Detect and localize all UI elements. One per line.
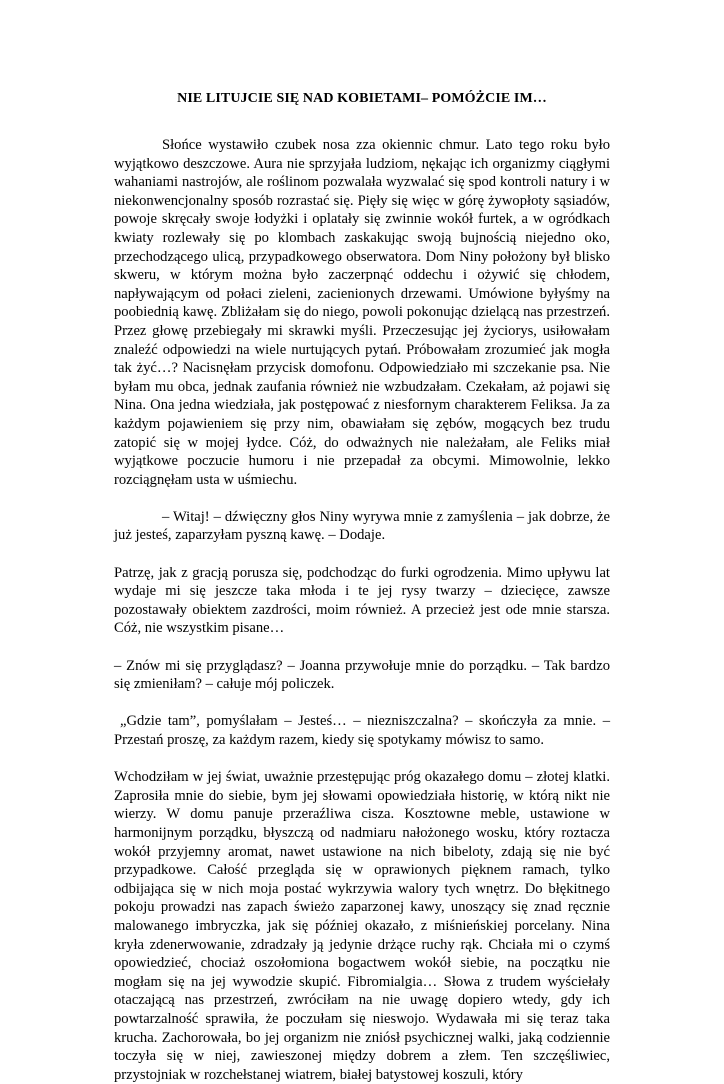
paragraph-gap (114, 694, 610, 713)
paragraph-2: – Witaj! – dźwięczny głos Niny wyrywa mnie z zamyślenia – jak dobrze, że już jesteś, zaparzyłam pyszną kawę. – Dodaje. (114, 508, 610, 544)
paragraph-gap (114, 638, 610, 657)
paragraph-5: „Gdzie tam”, pomyślałam – Jesteś… – niezniszczalna? – skończyła za mnie. – Przestań proszę, za każdym razem, kiedy się spotykamy mówisz to samo. (114, 713, 610, 748)
document-body (114, 136, 610, 1084)
paragraph-gap (114, 750, 610, 769)
paragraph-gap (114, 545, 610, 564)
paragraph-1: Słońce wystawiło czubek nosa zza okiennic chmur. Lato tego roku było wyjątkowo deszczowe. Aura nie sprzyjała ludziom, nękając ich organizmy ciągłymi wahaniami nastrojów, ale roślinom pozwalała wyzwalać się spod kontroli natury i w niekonwencjonalny sposób rozrastać się. Pięły się więc w górę żywopłoty sąsiadów, powoje skręcały swoje łodyżki i oplatały się zwinnie wokół furtek, a w ogródkach kwiaty rozlewały się po klombach zaskakując swoją bujnością niejedno oko, przechodzącego ulicą, przypadkowego obserwatora. Dom Niny położony był blisko skweru, w którym można było zaczerpnąć oddechu i ożywić się chłodem, napływającym od połaci zieleni, zacienionych drzewami. Umówione byłyśmy na poobiednią kawę. Zbliżałam się do niego, powoli pokonując dzielącą nas przestrzeń. Przez głowę przebiegały mi skrawki myśli. Przeczesując jej życiorys, usiłowałam znaleźć odpowiedzi na wiele nurtujących pytań. Próbowałam zrozumieć jak mogła tak żyć…? Nacisnęłam przycisk domofonu. Odpowiedziało mi szczekanie psa. Nie byłam mu obca, jednak zaufania również nie wzbudzałam. Czekałam, aż pojawi się Nina. Ona jedna wiedziała, jak postępować z niesfornym charakterem Feliksa. Ja za każdym pojawieniem się przy nim, obawiałam się zębów, mogących bez trudu zatopić się w mojej łydce. Cóż, do odważnych nie należałam, ale Feliks miał wyjątkowe poczucie humoru i nie przepadał za obcymi. Mimowolnie, lekko rozciągnęłam usta w uśmiechu. (114, 137, 610, 488)
paragraph-gap (114, 489, 610, 508)
paragraph-4: – Znów mi się przyglądasz? – Joanna przywołuje mnie do porządku. – Tak bardzo się zmieniłam? – całuje mój policzek. (114, 657, 610, 693)
document-title: NIE LITUJCIE SIĘ NAD KOBIETAMI– POMÓŻCIE IM… (177, 91, 547, 106)
paragraph-6: Wchodziłam w jej świat, uważnie przestępując próg okazałego domu – złotej klatki. Zaprosiła mnie do siebie, bym jej słowami opowiedziała historię, w którą nikt nie wierzy. W domu panuje przeraźliwa cisza. Kosztowne meble, ustawione w harmonijnym porządku, błyszczą od nadmiaru nałożonego wosku, który roztacza wokół przyjemny aromat, nawet ustawione na nich bibeloty, zdają się nie być przypadkowe. Całość przegląda się w oprawionych pięknem ramach, tylko odbijająca się w nich moja postać wykrzywia walory tych wnętrz. Do błękitnego pokoju prowadzi nas zapach świeżo zaparzonej kawy, unoszący się znad ręcznie malowanego imbryczka, jak się później okazało, z miśnieńskiej porcelany. Nina kryła zdenerwowanie, zdradzały ją jedynie drżące ruchy rąk. Chciała mi o czymś opowiedzieć, chociaż oszołomiona bogactwem wokół siebie, na początku nie mogłam się na jej wywodzie skupić. Fibromialgia… Słowa z trudem wyściełały otaczającą nas przestrzeń, zwróciłam na nie uwagę dopiero wtedy, gdy ich powtarzalność sprawiła, że poczułam się nieswojo. Wydawała mi się teraz taka krucha. Zachorowała, bo jej organizm nie zniósł psychicznej walki, jaką codziennie toczyła się w niej, zawieszonej między dobrem a złem. Ten szczęśliwiec, przystojniak w rozchełstanej wiatrem, białej batystowej koszuli, który (114, 769, 610, 1083)
paragraph-3: Patrzę, jak z gracją porusza się, podchodząc do furki ogrodzenia. Mimo upływu lat wydaje mi się jeszcze taka młoda i te jej rysy twarzy – dziecięce, zawsze pozostawały obiektem zazdrości, moim również. A przecież jest ode mnie starsza. Cóż, nie wszystkim pisane… (114, 564, 610, 637)
